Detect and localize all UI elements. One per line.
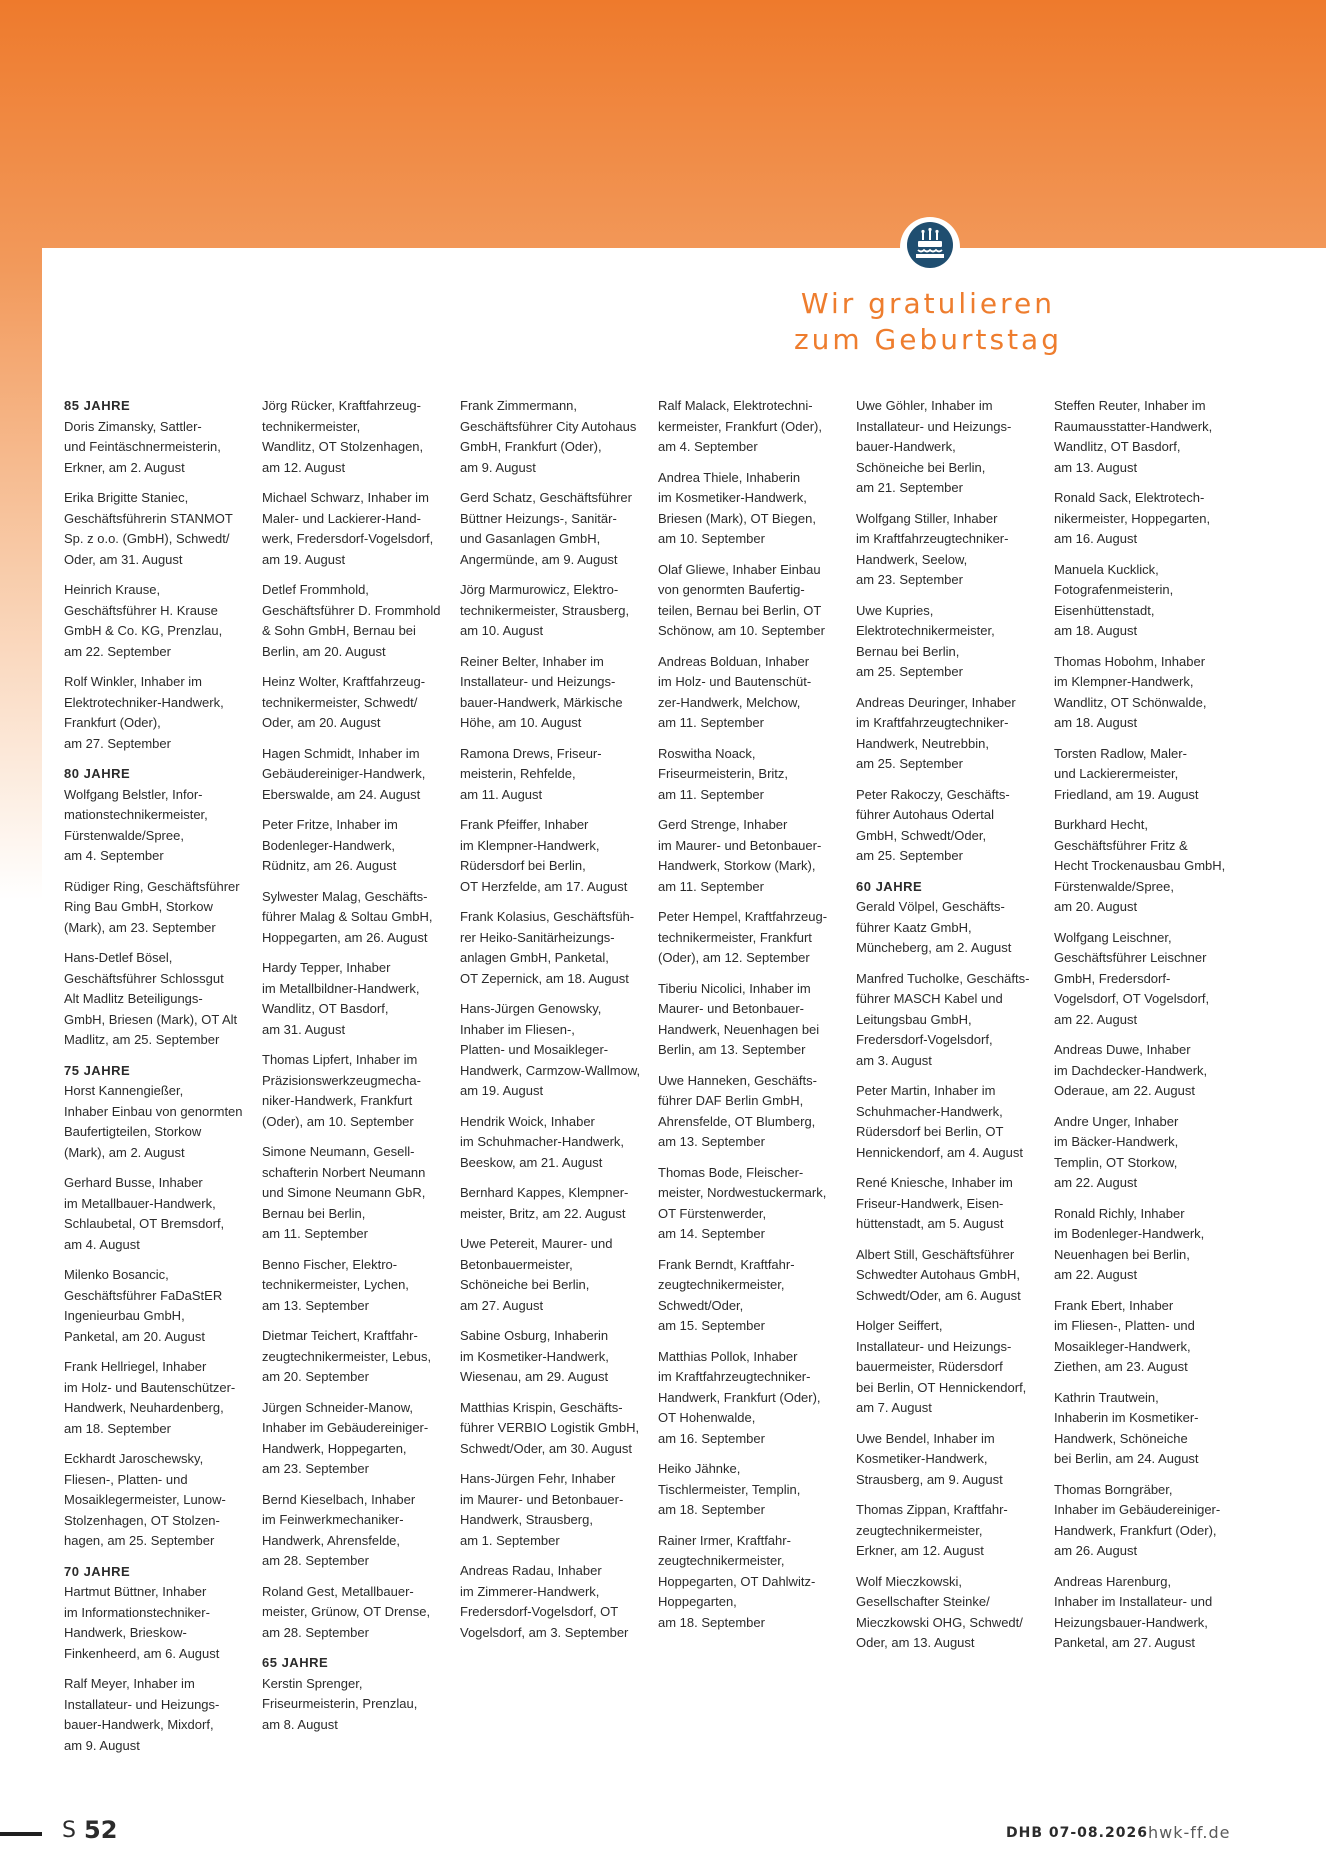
birthday-entry: Matthias Pollok, Inhaber im Kraftfahrzeugtechniker- Handwerk, Frankfurt (Oder), OT Hohenwalde, am 16. September <box>658 1348 821 1446</box>
birthday-entry: Roland Gest, Metallbauer- meister, Grünow, OT Drense, am 28. September <box>262 1583 431 1640</box>
birthday-entry: Uwe Bendel, Inhaber im Kosmetiker-Handwerk, Strausberg, am 9. August <box>856 1430 1003 1487</box>
birthday-entry: Peter Hempel, Kraftfahrzeug- technikermeister, Frankfurt (Oder), am 12. September <box>658 909 828 965</box>
birthday-entry: Andrea Thiele, Inhaberin im Kosmetiker-Handwerk, Briesen (Mark), OT Biegen, am 10. September <box>658 469 816 546</box>
birthday-entry: Uwe Hanneken, Geschäfts- führer DAF Berlin GmbH, Ahrensfelde, OT Blumberg, am 13. September <box>658 1072 817 1149</box>
birthday-entry: Jörg Marmurowicz, Elektro- technikermeister, Strausberg, am 10. August <box>460 582 630 638</box>
birthday-entry: Manfred Tucholke, Geschäfts- führer MASCH Kabel und Leitungsbau GmbH, Fredersdorf-Vogelsdorf, am 3. August <box>856 970 1030 1068</box>
footer-rule <box>0 1832 42 1836</box>
birthday-entry: Thomas Lipfert, Inhaber im Präzisionswerkzeugmecha- niker-Handwerk, Frankfurt (Oder), am 10. September <box>262 1052 421 1129</box>
birthday-entry: Uwe Göhler, Inhaber im Installateur- und Heizungs- bauer-Handwerk, Schöneiche bei Berlin, am 21. September <box>856 398 1012 495</box>
birthday-entry: Albert Still, Geschäftsführer Schwedter Autohaus GmbH, Schwedt/Oder, am 6. August <box>856 1246 1021 1303</box>
birthday-cake-icon <box>907 222 953 273</box>
birthday-entry: Tiberiu Nicolici, Inhaber im Maurer- und Betonbauer- Handwerk, Neuenhagen bei Berlin, am 13. September <box>658 980 820 1057</box>
issue-label: DHB 07-08.2026 <box>1006 1825 1148 1841</box>
birthday-entry: Simone Neumann, Gesell- schafterin Norbert Neumann und Simone Neumann GbR, Bernau bei Berlin, am 11. September <box>262 1144 426 1241</box>
birthday-entry: Peter Martin, Inhaber im Schuhmacher-Handwerk, Rüdersdorf bei Berlin, OT Hennickendorf, am 4. August <box>856 1083 1023 1160</box>
age-group-heading: 85 JAHRE <box>64 398 131 413</box>
column-6 <box>1054 396 1252 1766</box>
birthday-entry: Doris Zimansky, Sattler- und Feintäschnermeisterin, Erkner, am 2. August <box>64 418 221 475</box>
birthday-entry: Frank Kolasius, Geschäftsfüh- rer Heiko-Sanitärheizungs- anlagen GmbH, Panketal, OT Zepernick, am 18. August <box>460 909 635 986</box>
birthday-entry: Andreas Bolduan, Inhaber im Holz- und Bautenschüt- zer-Handwerk, Melchow, am 11. September <box>658 653 812 730</box>
birthday-entry: Frank Ebert, Inhaber im Fliesen-, Platten- und Mosaikleger-Handwerk, Ziethen, am 23. August <box>1054 1297 1195 1374</box>
age-group-heading: 60 JAHRE <box>856 878 923 894</box>
birthday-entry: Andreas Duwe, Inhaber im Dachdecker-Handwerk, Oderaue, am 22. August <box>1054 1042 1208 1098</box>
column-3 <box>460 396 658 1766</box>
birthday-entry: Andreas Radau, Inhaber im Zimmerer-Handwerk, Fredersdorf-Vogelsdorf, OT Vogelsdorf, am 3. September <box>460 1563 629 1640</box>
birthday-entry: Sabine Osburg, Inhaberin im Kosmetiker-Handwerk, Wiesenau, am 29. August <box>460 1328 609 1384</box>
birthday-entry: Rolf Winkler, Inhaber im Elektrotechniker-Handwerk, Frankfurt (Oder), am 27. September <box>64 674 224 751</box>
birthday-entry: Bernd Kieselbach, Inhaber im Feinwerkmechaniker- Handwerk, Ahrensfelde, am 28. September <box>262 1491 416 1568</box>
birthday-entry: Horst Kannengießer, Inhaber Einbau von genormten Baufertigteilen, Storkow (Mark), am 2. August <box>64 1083 243 1160</box>
birthday-entry: Gerald Völpel, Geschäfts- führer Kaatz GmbH, Müncheberg, am 2. August <box>856 899 1012 955</box>
birthday-entry: Hans-Jürgen Genowsky, Inhaber im Fliesen-, Platten- und Mosaikleger- Handwerk, Carmzow-Wallmow, am 19. August <box>460 1001 641 1098</box>
birthday-entry: Jörg Rücker, Kraftfahrzeug- technikermeister, Wandlitz, OT Stolzenhagen, am 12. August <box>262 398 424 475</box>
birthday-entry: Hendrik Woick, Inhaber im Schuhmacher-Handwerk, Beeskow, am 21. August <box>460 1113 625 1170</box>
birthday-entry: Roswitha Noack, Friseurmeisterin, Britz, am 11. September <box>658 745 789 802</box>
birthday-entry: Hartmut Büttner, Inhaber im Informationstechniker- Handwerk, Brieskow- Finkenheerd, am 6. August <box>64 1584 220 1661</box>
birthday-entry: Gerd Strenge, Inhaber im Maurer- und Betonbauer- Handwerk, Storkow (Mark), am 11. September <box>658 817 822 894</box>
birthday-entry: Uwe Kupries, Elektrotechnikermeister, Bernau bei Berlin, am 25. September <box>856 602 995 679</box>
birthday-entry: Wolfgang Stiller, Inhaber im Kraftfahrzeugtechniker- Handwerk, Seelow, am 23. September <box>856 510 1009 587</box>
birthday-entry: Frank Zimmermann, Geschäftsführer City Autohaus GmbH, Frankfurt (Oder), am 9. August <box>460 398 637 475</box>
birthday-entry: Frank Pfeiffer, Inhaber im Klempner-Handwerk, Rüdersdorf bei Berlin, OT Herzfelde, am 17. August <box>460 817 628 894</box>
birthday-entry: Uwe Petereit, Maurer- und Betonbauermeister, Schöneiche bei Berlin, am 27. August <box>460 1236 613 1313</box>
age-group-heading: 75 JAHRE <box>64 1062 131 1078</box>
birthday-entry: Andreas Harenburg, Inhaber im Installateur- und Heizungsbauer-Handwerk, Panketal, am 27. August <box>1054 1573 1213 1650</box>
birthday-entry: Rainer Irmer, Kraftfahr- zeugtechnikermeister, Hoppegarten, OT Dahlwitz- Hoppegarten, am 18. September <box>658 1532 816 1630</box>
birthday-entry: Kerstin Sprenger, Friseurmeisterin, Prenzlau, am 8. August <box>262 1675 418 1732</box>
birthday-entry: Jürgen Schneider-Manow, Inhaber im Gebäudereiniger- Handwerk, Hoppegarten, am 23. September <box>262 1399 429 1476</box>
birthday-entry: Gerhard Busse, Inhaber im Metallbauer-Handwerk, Schlaubetal, OT Bremsdorf, am 4. August <box>64 1175 225 1252</box>
birthday-entry: Hagen Schmidt, Inhaber im Gebäudereiniger-Handwerk, Eberswalde, am 24. August <box>262 745 426 802</box>
age-group-heading: 80 JAHRE <box>64 766 131 781</box>
birthday-entry: Milenko Bosancic, Geschäftsführer FaDaStER Ingenieurbau GmbH, Panketal, am 20. August <box>64 1267 223 1344</box>
birthday-entry: Ronald Sack, Elektrotech- nikermeister, Hoppegarten, am 16. August <box>1054 490 1211 546</box>
birthday-entry: Burkhard Hecht, Geschäftsführer Fritz & Hecht Trockenausbau GmbH, Fürstenwalde/Spree, am 20. August <box>1054 817 1226 914</box>
birthday-entry: Andre Unger, Inhaber im Bäcker-Handwerk, Templin, OT Storkow, am 22. August <box>1054 1113 1179 1190</box>
birthday-entry: Sylwester Malag, Geschäfts- führer Malag & Soltau GmbH, Hoppegarten, am 26. August <box>262 888 433 945</box>
page-number: 52 <box>84 1816 118 1844</box>
birthday-entry: Heiko Jähnke, Tischlermeister, Templin, am 18. September <box>658 1461 801 1517</box>
birthday-entry: Kathrin Trautwein, Inhaberin im Kosmetiker- Handwerk, Schöneiche bei Berlin, am 24. August <box>1054 1389 1199 1466</box>
birthday-entry: Andreas Deuringer, Inhaber im Kraftfahrzeugtechniker- Handwerk, Neutrebbin, am 25. September <box>856 694 1016 771</box>
birthday-entry: Hans-Jürgen Fehr, Inhaber im Maurer- und Betonbauer- Handwerk, Strausberg, am 1. September <box>460 1471 624 1548</box>
website-label: hwk-ff.de <box>1148 1823 1231 1842</box>
column-5 <box>856 396 1054 1766</box>
birthday-entry: Heinrich Krause, Geschäftsführer H. Krause GmbH & Co. KG, Prenzlau, am 22. September <box>64 582 223 659</box>
column-1 <box>64 396 262 1766</box>
birthday-entry: Eckhardt Jaroschewsky, Fliesen-, Platten- und Mosaiklegermeister, Lunow- Stolzenhagen, OT Stolzen- hagen, am 25. September <box>64 1451 226 1548</box>
birthday-entry: René Kniesche, Inhaber im Friseur-Handwerk, Eisen- hüttenstadt, am 5. August <box>856 1175 1013 1231</box>
birthday-entry: Gerd Schatz, Geschäftsführer Büttner Heizungs-, Sanitär- und Gasanlagen GmbH, Angermünde, am 9. August <box>460 490 632 567</box>
title-line-1: Wir gratulieren <box>800 287 1056 320</box>
cake-badge <box>900 217 960 277</box>
birthday-entry: Peter Fritze, Inhaber im Bodenleger-Handwerk, Rüdnitz, am 26. August <box>262 817 398 873</box>
birthday-entry: Frank Hellriegel, Inhaber im Holz- und Bautenschützer- Handwerk, Neuhardenberg, am 18. September <box>64 1359 236 1436</box>
title-line-2: zum Geburtstag <box>793 323 1062 356</box>
birthday-entry: Wolfgang Leischner, Geschäftsführer Leischner GmbH, Fredersdorf- Vogelsdorf, OT Vogelsdorf, am 22. August <box>1054 929 1210 1027</box>
birthday-entry: Ronald Richly, Inhaber im Bodenleger-Handwerk, Neuenhagen bei Berlin, am 22. August <box>1054 1205 1205 1282</box>
birthday-entry: Olaf Gliewe, Inhaber Einbau von genormten Baufertig- teilen, Bernau bei Berlin, OT Schönow, am 10. September <box>658 561 825 638</box>
age-group-heading: 70 JAHRE <box>64 1563 131 1579</box>
section-letter: S <box>62 1818 76 1843</box>
birthday-entry: Wolfgang Belstler, Infor- mationstechnikermeister, Fürstenwalde/Spree, am 4. September <box>64 786 208 863</box>
birthday-entry: Thomas Hobohm, Inhaber im Klempner-Handwerk, Wandlitz, OT Schönwalde, am 18. August <box>1054 653 1207 730</box>
birthday-entry: Benno Fischer, Elektro- technikermeister, Lychen, am 13. September <box>262 1256 409 1313</box>
birthday-list-columns <box>64 396 1264 1766</box>
page-title <box>794 286 1062 358</box>
birthday-entry: Hardy Tepper, Inhaber im Metallbildner-Handwerk, Wandlitz, OT Basdorf, am 31. August <box>262 960 420 1037</box>
column-2 <box>262 396 460 1766</box>
birthday-entry: Bernhard Kappes, Klempner- meister, Britz, am 22. August <box>460 1185 629 1221</box>
birthday-entry: Torsten Radlow, Maler- und Lackierermeister, Friedland, am 19. August <box>1054 745 1199 802</box>
birthday-entry: Thomas Borngräber, Inhaber im Gebäudereiniger- Handwerk, Frankfurt (Oder), am 26. August <box>1054 1481 1221 1558</box>
birthday-entry: Peter Rakoczy, Geschäfts- führer Autohaus Odertal GmbH, Schwedt/Oder, am 25. September <box>856 786 1010 863</box>
birthday-entry: Rüdiger Ring, Geschäftsführer Ring Bau GmbH, Storkow (Mark), am 23. September <box>64 878 240 935</box>
birthday-entry: Ralf Meyer, Inhaber im Installateur- und Heizungs- bauer-Handwerk, Mixdorf, am 9. August <box>64 1676 220 1753</box>
birthday-entry: Ramona Drews, Friseur- meisterin, Rehfelde, am 11. August <box>460 745 602 802</box>
birthday-entry: Reiner Belter, Inhaber im Installateur- und Heizungs- bauer-Handwerk, Märkische Höhe, am 10. August <box>460 653 623 730</box>
birthday-entry: Thomas Bode, Fleischer- meister, Nordwestuckermark, OT Fürstenwerder, am 14. September <box>658 1164 827 1241</box>
column-4 <box>658 396 856 1766</box>
birthday-entry: Frank Berndt, Kraftfahr- zeugtechnikermeister, Schwedt/Oder, am 15. September <box>658 1256 795 1333</box>
birthday-entry: Hans-Detlef Bösel, Geschäftsführer Schlossgut Alt Madlitz Beteiligungs- GmbH, Briesen (Mark), OT Alt Madlitz, am 25. September <box>64 950 238 1047</box>
age-group-heading: 65 JAHRE <box>262 1655 329 1670</box>
birthday-entry: Michael Schwarz, Inhaber im Maler- und Lackierer-Hand- werk, Fredersdorf-Vogelsdorf, am 19. August <box>262 490 434 567</box>
birthday-entry: Thomas Zippan, Kraftfahr- zeugtechnikermeister, Erkner, am 12. August <box>856 1502 1008 1558</box>
birthday-entry: Erika Brigitte Staniec, Geschäftsführerin STANMOT Sp. z o.o. (GmbH), Schwedt/ Oder, am 31. August <box>64 490 233 567</box>
birthday-entry: Dietmar Teichert, Kraftfahr- zeugtechnikermeister, Lebus, am 20. September <box>262 1328 432 1384</box>
birthday-entry: Matthias Krispin, Geschäfts- führer VERBIO Logistik GmbH, Schwedt/Oder, am 30. August <box>460 1399 640 1456</box>
birthday-entry: Ralf Malack, Elektrotechni- kermeister, Frankfurt (Oder), am 4. September <box>658 398 822 454</box>
birthday-entry: Steffen Reuter, Inhaber im Raumausstatter-Handwerk, Wandlitz, OT Basdorf, am 13. August <box>1054 398 1213 475</box>
birthday-entry: Wolf Mieczkowski, Gesellschafter Steinke/ Mieczkowski OHG, Schwedt/ Oder, am 13. August <box>856 1573 1023 1650</box>
birthday-entry: Manuela Kucklick, Fotografenmeisterin, Eisenhüttenstadt, am 18. August <box>1054 561 1174 638</box>
birthday-entry: Detlef Frommhold, Geschäftsführer D. Frommhold & Sohn GmbH, Bernau bei Berlin, am 20. August <box>262 582 441 659</box>
birthday-entry: Holger Seiffert, Installateur- und Heizungs- bauermeister, Rüdersdorf bei Berlin, OT Hennickendorf, am 7. August <box>856 1318 1027 1415</box>
birthday-entry: Heinz Wolter, Kraftfahrzeug- technikermeister, Schwedt/ Oder, am 20. August <box>262 674 426 730</box>
